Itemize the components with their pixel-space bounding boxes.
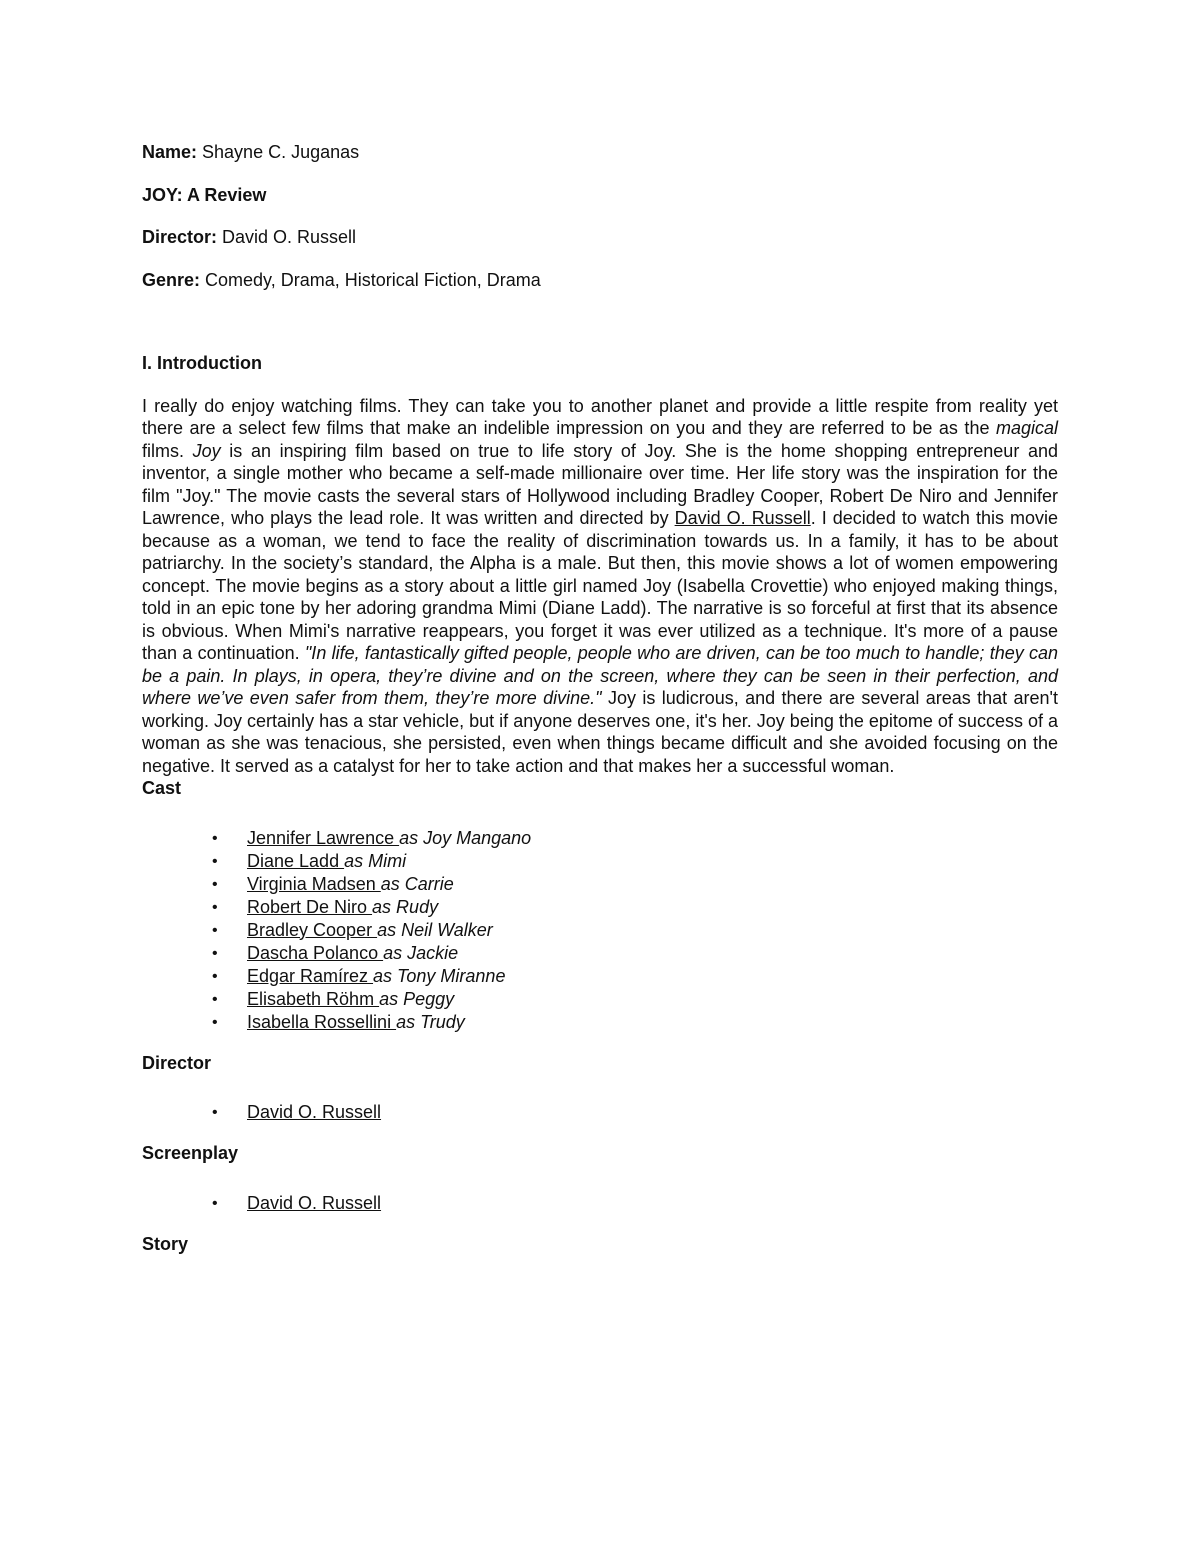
role-text: as Tony Miranne	[373, 965, 506, 986]
bullet-icon: •	[212, 898, 218, 916]
bullet-icon: •	[212, 829, 218, 847]
role-text: as Jackie	[383, 942, 459, 963]
list-item	[142, 850, 1058, 873]
role-text: as Joy Mangano	[399, 827, 532, 848]
genre-value: Comedy, Drama, Historical Fiction, Drama	[200, 269, 541, 290]
genre-label: Genre:	[142, 269, 201, 290]
list-item	[142, 827, 1058, 850]
role-text: as Trudy	[396, 1011, 465, 1032]
bullet-icon: •	[212, 967, 218, 985]
role-text: as Rudy	[372, 896, 439, 917]
director-name-link[interactable]: David O. Russell	[247, 1102, 382, 1122]
bullet-icon: •	[212, 990, 218, 1008]
intro-text-3: is an inspiring film based on true to life story of Joy. She is the home shopping entrepreneur and inventor, a single mother who became a self-made millionaire over time. Her life story was the inspiration for the film "Joy." The movie casts the several stars of Hollywood including Bradley Cooper, Robert De Niro and Jennifer Lawrence, who plays the lead role. It was written and directed by	[142, 440, 1058, 528]
actor-link[interactable]: Dascha Polanco	[247, 942, 384, 963]
introduction-paragraph	[142, 395, 1058, 778]
role-text: as Neil Walker	[377, 919, 493, 940]
list-item	[142, 1101, 1058, 1124]
review-title: JOY: A Review	[142, 184, 267, 205]
story-heading: Story	[142, 1233, 189, 1254]
director-value: David O. Russell	[217, 227, 357, 247]
bullet-icon: •	[212, 1194, 218, 1212]
name-label: Name:	[142, 142, 198, 162]
intro-text-2: films.	[142, 440, 193, 461]
director-list	[142, 1101, 1058, 1124]
name-field	[142, 141, 1058, 164]
screenplay-list	[142, 1192, 1058, 1215]
intro-text-5: Joy is ludicrous, and there are several areas that aren't working. Joy certainly has a star vehicle, but if anyone deserves one, it's her. Joy being the epitome of success of a woman as she was tenacious, she persisted, even when things became difficult and she avoided focusing on the negative. It served as a catalyst for her to take action and that makes her a successful woman.	[142, 688, 1058, 776]
screenplay-heading: Screenplay	[142, 1143, 239, 1163]
bullet-icon: •	[212, 852, 218, 870]
list-item	[142, 896, 1058, 919]
genre-field	[142, 269, 1058, 292]
bullet-icon: •	[212, 944, 218, 962]
role-text: as Mimi	[344, 850, 407, 871]
cast-list	[142, 827, 1058, 1034]
role-text: as Peggy	[379, 988, 455, 1009]
list-item	[142, 942, 1058, 965]
list-item	[142, 965, 1058, 988]
actor-link[interactable]: Robert De Niro	[247, 896, 373, 917]
screenplay-name-link[interactable]: David O. Russell	[247, 1192, 382, 1213]
intro-text-1: I really do enjoy watching films. They can take you to another planet and provide a little respite from reality yet there are a select few films that make an indelible impression on you and they are referred to be as the	[142, 395, 1058, 438]
intro-text-4: . I decided to watch this movie because as a woman, we tend to face the reality of discrimination towards us. In a family, it has to be about patriarchy. In the society’s standard, the Alpha is a male. But then, this movie shows a lot of women empowering concept. The movie begins as a story about a little girl named Joy (Isabella Crovettie) who enjoyed making things, told in an epic tone by her adoring grandma Mimi (Diane Ladd). The narrative is so forceful at first that its absence is obvious. When Mimi's narrative reappears, you forget it was ever utilized as a technique. It's more of a pause than a continuation.	[142, 508, 1059, 663]
list-item	[142, 919, 1058, 942]
actor-link[interactable]: Jennifer Lawrence	[247, 827, 400, 848]
name-value: Shayne C. Juganas	[197, 142, 360, 162]
bullet-icon: •	[212, 1013, 218, 1031]
actor-link[interactable]: Diane Ladd	[247, 850, 345, 871]
introduction-heading: I. Introduction	[142, 353, 262, 373]
intro-emphasis-joy: Joy	[192, 440, 221, 461]
intro-emphasis-magical: magical	[995, 418, 1058, 438]
cast-heading: Cast	[142, 778, 182, 798]
role-text: as Carrie	[380, 873, 454, 894]
actor-link[interactable]: Virginia Madsen	[247, 873, 381, 894]
actor-link[interactable]: Elisabeth Röhm	[247, 988, 380, 1009]
actor-link[interactable]: Isabella Rossellini	[247, 1011, 397, 1032]
list-item	[142, 873, 1058, 896]
director-heading: Director	[142, 1052, 212, 1073]
bullet-icon: •	[212, 875, 218, 893]
director-link[interactable]: David O. Russell	[674, 508, 811, 528]
director-field	[142, 226, 1058, 249]
director-label: Director:	[142, 227, 218, 247]
list-item	[142, 1192, 1058, 1215]
bullet-icon: •	[212, 1104, 218, 1121]
list-item	[142, 988, 1058, 1011]
intro-quote: "In life, fantastically gifted people, people who are driven, can be too much to handle; they can be a pain. In plays, in opera, they’re divine and on the screen, where they can be seen in their perfection, and where we’ve even safer from them, they’re more divine."	[142, 643, 1058, 708]
actor-link[interactable]: Bradley Cooper	[247, 919, 378, 940]
bullet-icon: •	[212, 921, 218, 939]
actor-link[interactable]: Edgar Ramírez	[247, 965, 374, 986]
list-item	[142, 1011, 1058, 1034]
